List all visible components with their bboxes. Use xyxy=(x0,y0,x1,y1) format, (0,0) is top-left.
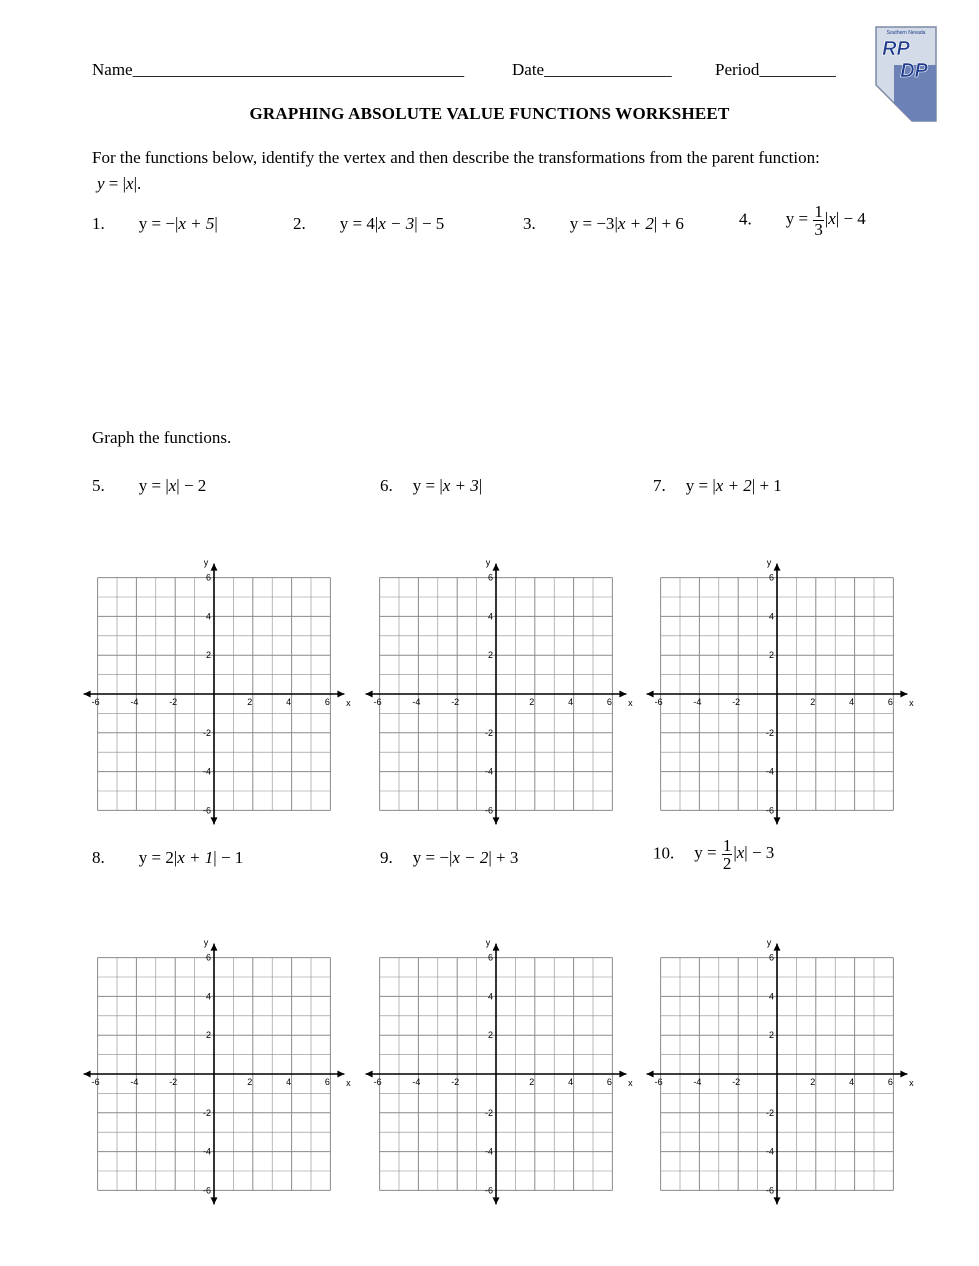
y-axis-label: y xyxy=(203,557,209,568)
problem-1: 1. y = −|x + 5| xyxy=(92,214,218,233)
y-axis-label: y xyxy=(485,937,491,948)
arrow-right-icon xyxy=(900,691,907,698)
y-tick-label: -4 xyxy=(484,1146,493,1157)
y-tick-label: 4 xyxy=(487,991,493,1002)
x-tick-label: -4 xyxy=(130,697,139,707)
y-axis-label: y xyxy=(766,937,772,948)
x-axis-label: x xyxy=(909,1078,914,1088)
coordinate-grid-7[interactable] xyxy=(641,553,913,830)
page-title: GRAPHING ABSOLUTE VALUE FUNCTIONS WORKSHEET xyxy=(249,104,730,123)
y-tick-label: -6 xyxy=(202,1185,211,1196)
problem-8: 8. y = 2|x + 1| − 1 xyxy=(92,848,244,867)
coordinate-grid-10[interactable] xyxy=(641,933,913,1210)
arrow-down-icon xyxy=(211,1197,218,1204)
y-tick-label: -4 xyxy=(765,766,774,777)
y-tick-label: 4 xyxy=(487,611,493,622)
x-tick-label: 6 xyxy=(606,1077,612,1087)
arrow-down-icon xyxy=(774,817,781,824)
problem-2: 2. y = 4|x − 3| − 5 xyxy=(293,214,445,233)
coordinate-grid-8[interactable] xyxy=(78,933,350,1210)
y-tick-label: -2 xyxy=(765,727,774,738)
x-tick-label: 4 xyxy=(568,1077,574,1087)
x-tick-label: -6 xyxy=(91,697,100,707)
coordinate-grid-5[interactable] xyxy=(78,553,350,830)
x-axis-label: x xyxy=(909,698,914,708)
y-tick-label: 6 xyxy=(768,572,774,583)
x-tick-label: 6 xyxy=(887,697,893,707)
y-axis-label: y xyxy=(485,557,491,568)
y-tick-label: 2 xyxy=(487,650,493,661)
y-tick-label: 6 xyxy=(205,952,211,963)
x-tick-label: -6 xyxy=(654,697,663,707)
x-tick-label: 2 xyxy=(247,697,253,707)
y-tick-label: 4 xyxy=(768,611,774,622)
arrow-right-icon xyxy=(337,691,344,698)
logo-caption: Southern Nevada xyxy=(886,30,926,36)
arrow-up-icon xyxy=(493,944,500,951)
y-tick-label: 2 xyxy=(487,1030,493,1041)
y-tick-label: -2 xyxy=(202,1107,211,1118)
arrow-down-icon xyxy=(493,817,500,824)
x-tick-label: -4 xyxy=(693,1077,702,1087)
coordinate-grid-9[interactable] xyxy=(360,933,632,1210)
x-tick-label: -2 xyxy=(732,697,741,707)
x-axis-label: x xyxy=(628,698,633,708)
arrow-right-icon xyxy=(337,1071,344,1078)
x-tick-label: -4 xyxy=(412,1077,421,1087)
period-field[interactable]: Period_________ xyxy=(715,60,836,79)
x-tick-label: 6 xyxy=(324,697,330,707)
x-tick-label: -4 xyxy=(130,1077,139,1087)
problem-3: 3. y = −3|x + 2| + 6 xyxy=(523,214,684,233)
x-tick-label: 2 xyxy=(529,1077,535,1087)
arrow-up-icon xyxy=(774,564,781,571)
graph-heading: Graph the functions. xyxy=(92,428,232,447)
x-tick-label: 6 xyxy=(887,1077,893,1087)
y-tick-label: -6 xyxy=(484,805,493,816)
x-axis-label: x xyxy=(346,698,351,708)
x-tick-label: -6 xyxy=(373,697,382,707)
y-tick-label: -4 xyxy=(202,1146,211,1157)
y-tick-label: 6 xyxy=(205,572,211,583)
y-tick-label: 4 xyxy=(205,991,211,1002)
y-axis-label: y xyxy=(766,557,772,568)
x-tick-label: 2 xyxy=(810,1077,816,1087)
y-tick-label: -6 xyxy=(765,805,774,816)
x-tick-label: 4 xyxy=(286,1077,292,1087)
y-tick-label: -2 xyxy=(202,727,211,738)
x-tick-label: 4 xyxy=(568,697,574,707)
x-tick-label: 6 xyxy=(606,697,612,707)
arrow-right-icon xyxy=(900,1071,907,1078)
y-tick-label: -4 xyxy=(202,766,211,777)
logo-dp: DP xyxy=(900,60,928,82)
x-axis-label: x xyxy=(346,1078,351,1088)
problem-7: 7. y = |x + 2| + 1 xyxy=(653,476,782,495)
y-axis-label: y xyxy=(203,937,209,948)
arrow-down-icon xyxy=(211,817,218,824)
y-tick-label: 6 xyxy=(487,952,493,963)
y-tick-label: 4 xyxy=(205,611,211,622)
coordinate-grid-6[interactable] xyxy=(360,553,632,830)
y-tick-label: -2 xyxy=(765,1107,774,1118)
parent-function: y = |x|. xyxy=(97,174,142,193)
x-tick-label: -6 xyxy=(91,1077,100,1087)
problem-6: 6. y = |x + 3| xyxy=(380,476,483,495)
x-tick-label: -6 xyxy=(654,1077,663,1087)
x-tick-label: -2 xyxy=(732,1077,741,1087)
problem-9: 9. y = −|x − 2| + 3 xyxy=(380,848,519,867)
x-tick-label: -2 xyxy=(169,697,178,707)
y-tick-label: -6 xyxy=(484,1185,493,1196)
arrow-left-icon xyxy=(84,691,91,698)
arrow-up-icon xyxy=(211,944,218,951)
y-tick-label: -4 xyxy=(484,766,493,777)
arrow-left-icon xyxy=(647,1071,654,1078)
arrow-right-icon xyxy=(619,691,626,698)
date-field[interactable]: Date_______________ xyxy=(512,60,672,79)
y-tick-label: 2 xyxy=(205,650,211,661)
arrow-down-icon xyxy=(774,1197,781,1204)
problem-5: 5. y = |x| − 2 xyxy=(92,476,207,495)
y-tick-label: 4 xyxy=(768,991,774,1002)
y-tick-label: 2 xyxy=(768,1030,774,1041)
y-tick-label: -6 xyxy=(202,805,211,816)
logo-rp: RP xyxy=(882,38,910,60)
x-tick-label: 6 xyxy=(324,1077,330,1087)
x-tick-label: -4 xyxy=(693,697,702,707)
arrow-up-icon xyxy=(493,564,500,571)
y-tick-label: -2 xyxy=(484,727,493,738)
y-tick-label: 2 xyxy=(768,650,774,661)
x-tick-label: 4 xyxy=(849,697,855,707)
x-tick-label: 2 xyxy=(529,697,535,707)
y-tick-label: -6 xyxy=(765,1185,774,1196)
x-tick-label: 2 xyxy=(247,1077,253,1087)
problem-10: 10. y = $\frac{1}{2}$ |x| − 3 xyxy=(653,836,775,873)
x-tick-label: -4 xyxy=(412,697,421,707)
y-tick-label: 2 xyxy=(205,1030,211,1041)
x-tick-label: -2 xyxy=(451,1077,460,1087)
x-tick-label: -6 xyxy=(373,1077,382,1087)
x-tick-label: -2 xyxy=(169,1077,178,1087)
arrow-left-icon xyxy=(366,691,373,698)
x-tick-label: 2 xyxy=(810,697,816,707)
arrow-left-icon xyxy=(647,691,654,698)
x-tick-label: 4 xyxy=(286,697,292,707)
arrow-left-icon xyxy=(366,1071,373,1078)
x-tick-label: 4 xyxy=(849,1077,855,1087)
arrow-down-icon xyxy=(493,1197,500,1204)
arrow-left-icon xyxy=(84,1071,91,1078)
problem-4: 4. y = $\frac{1}{3}$ |x| − 4 xyxy=(739,202,866,239)
y-tick-label: -2 xyxy=(484,1107,493,1118)
instructions: For the functions below, identify the vertex and then describe the transformations from the parent function: xyxy=(92,148,820,167)
name-field[interactable]: Name_______________________________________ xyxy=(92,60,465,79)
x-axis-label: x xyxy=(628,1078,633,1088)
x-tick-label: -2 xyxy=(451,697,460,707)
arrow-right-icon xyxy=(619,1071,626,1078)
y-tick-label: -4 xyxy=(765,1146,774,1157)
y-tick-label: 6 xyxy=(768,952,774,963)
arrow-up-icon xyxy=(774,944,781,951)
y-tick-label: 6 xyxy=(487,572,493,583)
arrow-up-icon xyxy=(211,564,218,571)
